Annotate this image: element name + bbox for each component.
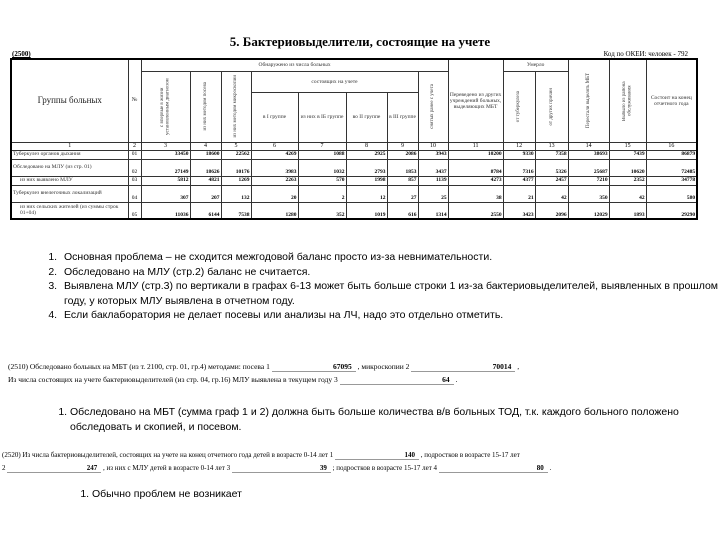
header-stopped-mbt: Перестали выделять МБТ: [568, 59, 609, 142]
form-2520-label: (2520) Из числа бактериовыделителей, состоящих на учете на конец отчетного года детей в возрасте 0-14 лет 1: [2, 451, 334, 459]
col-num: 5: [221, 142, 251, 150]
note-item: 3. Выявлена МЛУ (стр.3) по вертикали в графах 6-13 может быть больше строки 1 из-за бактериовыделителей, выявленных в прошлом году, у которых МЛУ выявлена в отчетном году.: [60, 279, 720, 308]
col-num: 9: [387, 142, 418, 150]
cell: 10176: [221, 159, 251, 176]
cell: 4377: [503, 176, 535, 185]
cell: 38693: [568, 150, 609, 159]
col-num: 7: [298, 142, 346, 150]
cell: 20: [251, 185, 298, 202]
cell: 5812: [141, 176, 190, 185]
cell: 2: [298, 185, 346, 202]
cell: 3943: [418, 150, 448, 159]
cell: 2550: [448, 202, 503, 219]
cell: 42: [535, 185, 568, 202]
notes-section-2: [46, 405, 706, 435]
col-num: 8: [346, 142, 387, 150]
header-died-other: от других причин: [535, 71, 568, 142]
row-label: из них выявлено МЛУ: [11, 176, 128, 185]
header-removed-earlier: снятых ранее с учета: [418, 71, 448, 142]
row-label: Обследовано на МЛУ (из стр. 01): [11, 159, 128, 176]
cell: 27: [387, 185, 418, 202]
cell: 18600: [190, 150, 221, 159]
teens-value-field: 247: [7, 464, 101, 473]
cell: 2263: [251, 176, 298, 185]
cell: 1893: [609, 202, 646, 219]
header-left-area: Выбыло из района обслуживания: [609, 59, 646, 142]
row-label: из них сельских жителей (из суммы строк 01+04): [11, 202, 128, 219]
col-num: 15: [609, 142, 646, 150]
cell: 3423: [503, 202, 535, 219]
header-by-microscopy: из них методом микроскопии: [221, 71, 251, 142]
cell: 7210: [568, 176, 609, 185]
row-label: Туберкулез органов дыхания: [11, 150, 128, 159]
column-numbers-row: [11, 142, 697, 150]
form-2520-line-1: [2, 451, 520, 460]
table-row: [11, 150, 697, 159]
cell: 34778: [646, 176, 697, 185]
cell: 7439: [609, 150, 646, 159]
row-code: 03: [128, 176, 141, 185]
row-label: Туберкулез внелегочных локализаций: [11, 185, 128, 202]
col-num: 3: [141, 142, 190, 150]
form-code: (2500): [12, 50, 31, 58]
cell: 857: [387, 176, 418, 185]
header-group: Группы больных: [11, 59, 128, 142]
header-group-2: во II группе: [346, 93, 387, 143]
cell: 42: [609, 185, 646, 202]
form-2510-mid-label: , микроскопии 2: [357, 362, 410, 371]
row-code: 04: [128, 185, 141, 202]
cell: 570: [298, 176, 346, 185]
col-num: 16: [646, 142, 697, 150]
header-end-of-year: Состоит на конец отчетного года: [646, 59, 697, 142]
cell: 207: [190, 185, 221, 202]
cell: 1280: [251, 202, 298, 219]
cell: 7538: [221, 202, 251, 219]
header-num: №: [128, 59, 141, 142]
cell: 10620: [609, 159, 646, 176]
cell: 2925: [346, 150, 387, 159]
header-transferred: Переведено из других учреждений больных, выделяющих МБТ: [448, 59, 503, 142]
cell: 132: [221, 185, 251, 202]
culture-value-field: 67095: [272, 362, 356, 372]
cell: 1088: [298, 150, 346, 159]
note-item: 1. Обычно проблем не возникает: [92, 488, 242, 500]
cell: 7316: [503, 159, 535, 176]
cell: 29290: [646, 202, 697, 219]
cell: 1853: [387, 159, 418, 176]
cell: 1139: [418, 176, 448, 185]
cell: 1019: [346, 202, 387, 219]
cell: 2352: [609, 176, 646, 185]
form-2510-line-1: [8, 362, 519, 372]
microscopy-value-field: 70014: [411, 362, 515, 372]
header-first-time: с впервые в жизни установленным диагнозом: [141, 71, 190, 142]
cell: 33450: [141, 150, 190, 159]
cell: 4269: [251, 150, 298, 159]
table-row: [11, 185, 697, 202]
cell: 10200: [448, 150, 503, 159]
cell: 72485: [646, 159, 697, 176]
form-2510-mdr-label: Из числа состоящих на учете бактериовыделителей (из стр. 04, гр.16) МЛУ выявлена в текущем году 3: [8, 375, 338, 384]
table-row: [11, 202, 697, 219]
header-registered-group: состоящих на учете: [251, 71, 418, 93]
cell: 4273: [448, 176, 503, 185]
form-2520-teens-label: , подростков в возрасте 15-17 лет: [420, 451, 520, 459]
mdr-value-field: 64: [340, 375, 454, 385]
cell: 352: [298, 202, 346, 219]
table-row: [11, 176, 697, 185]
note-item: 1. Обследовано на МБТ (сумма граф 1 и 2) должна быть больше количества в/в больных ТОД, т.к. каждого больного положено обследовать и скопией, и посевом.: [70, 405, 706, 435]
cell: 3437: [418, 159, 448, 176]
cell: 12: [346, 185, 387, 202]
col-num: 1: [11, 142, 128, 150]
header-group-3: в III группе: [387, 93, 418, 143]
cell: 2457: [535, 176, 568, 185]
cell: 307: [141, 185, 190, 202]
cell: 2086: [387, 150, 418, 159]
cell: 18626: [190, 159, 221, 176]
cell: 6144: [190, 202, 221, 219]
cell: 580: [646, 185, 697, 202]
header-group-1b: из них в IБ группе: [298, 93, 346, 143]
cell: 2793: [346, 159, 387, 176]
header-died-tb: от туберкулеза: [503, 71, 535, 142]
teens-mdr-value-field: 80: [439, 464, 548, 473]
cell: 2096: [535, 202, 568, 219]
form-2510-line-2: [8, 375, 457, 385]
header-group-1: в I группе: [251, 93, 298, 143]
page-title: 5. Бактериовыделители, состоящие на учете: [229, 34, 491, 49]
col-num: 11: [448, 142, 503, 150]
cell: 22562: [221, 150, 251, 159]
cell: 9330: [503, 150, 535, 159]
cell: 8784: [448, 159, 503, 176]
cell: 1314: [418, 202, 448, 219]
cell: 11036: [141, 202, 190, 219]
children-value-field: 140: [335, 451, 419, 460]
cell: 3983: [251, 159, 298, 176]
cell: 25687: [568, 159, 609, 176]
row-code: 05: [128, 202, 141, 219]
notes-section-3: [76, 488, 242, 500]
cell: 1269: [221, 176, 251, 185]
note-item: 2. Обследовано на МЛУ (стр.2) баланс не считается.: [60, 265, 720, 280]
col-num: 10: [418, 142, 448, 150]
form-2520-children-mdr-label: , из них с МЛУ детей в возрасте 0-14 лет 3: [103, 464, 231, 472]
cell: 12029: [568, 202, 609, 219]
cell: 27149: [141, 159, 190, 176]
col-num: 12: [503, 142, 535, 150]
form-2520-teens-mdr-label: ; подростков в возрасте 15-17 лет 4: [332, 464, 438, 472]
col-num: 6: [251, 142, 298, 150]
notes-section-1: [32, 250, 720, 323]
form-2520-line-2: [2, 464, 551, 473]
bacteria-table: [10, 58, 698, 220]
cell: 25: [418, 185, 448, 202]
punctuation: .: [455, 375, 458, 384]
cell: 86879: [646, 150, 697, 159]
header-died-group: Умерло: [503, 59, 568, 71]
cell: 21: [503, 185, 535, 202]
cell: 1998: [346, 176, 387, 185]
form-2510-label: (2510) Обследовано больных на МБТ (из т. 2100, стр. 01, гр.4) методами: посева 1: [8, 362, 270, 371]
col-num: 2: [128, 142, 141, 150]
cell: 616: [387, 202, 418, 219]
row-code: 01: [128, 150, 141, 159]
cell: 350: [568, 185, 609, 202]
cell: 5326: [535, 159, 568, 176]
cell: 38: [448, 185, 503, 202]
cell: 7358: [535, 150, 568, 159]
punctuation: ,: [517, 362, 520, 371]
cell: 1032: [298, 159, 346, 176]
table-row: [11, 159, 697, 176]
header-detected-group: Обнаружено из числа больных: [141, 59, 448, 71]
okei-code: Код по ОКЕИ: человек - 792: [603, 50, 688, 58]
form-2520-num-label: 2: [2, 464, 6, 472]
note-item: 1. Основная проблема – не сходится межгодовой баланс просто из-за невнимательности.: [60, 250, 720, 265]
note-item: 4. Если баклаборатория не делает посевы или анализы на ЛЧ, надо это отдельно отметить.: [60, 308, 720, 323]
punctuation: .: [549, 464, 552, 472]
col-num: 13: [535, 142, 568, 150]
row-code: 02: [128, 159, 141, 176]
col-num: 14: [568, 142, 609, 150]
cell: 4821: [190, 176, 221, 185]
header-by-culture: из них методом посева: [190, 71, 221, 142]
col-num: 4: [190, 142, 221, 150]
children-mdr-value-field: 39: [232, 464, 331, 473]
